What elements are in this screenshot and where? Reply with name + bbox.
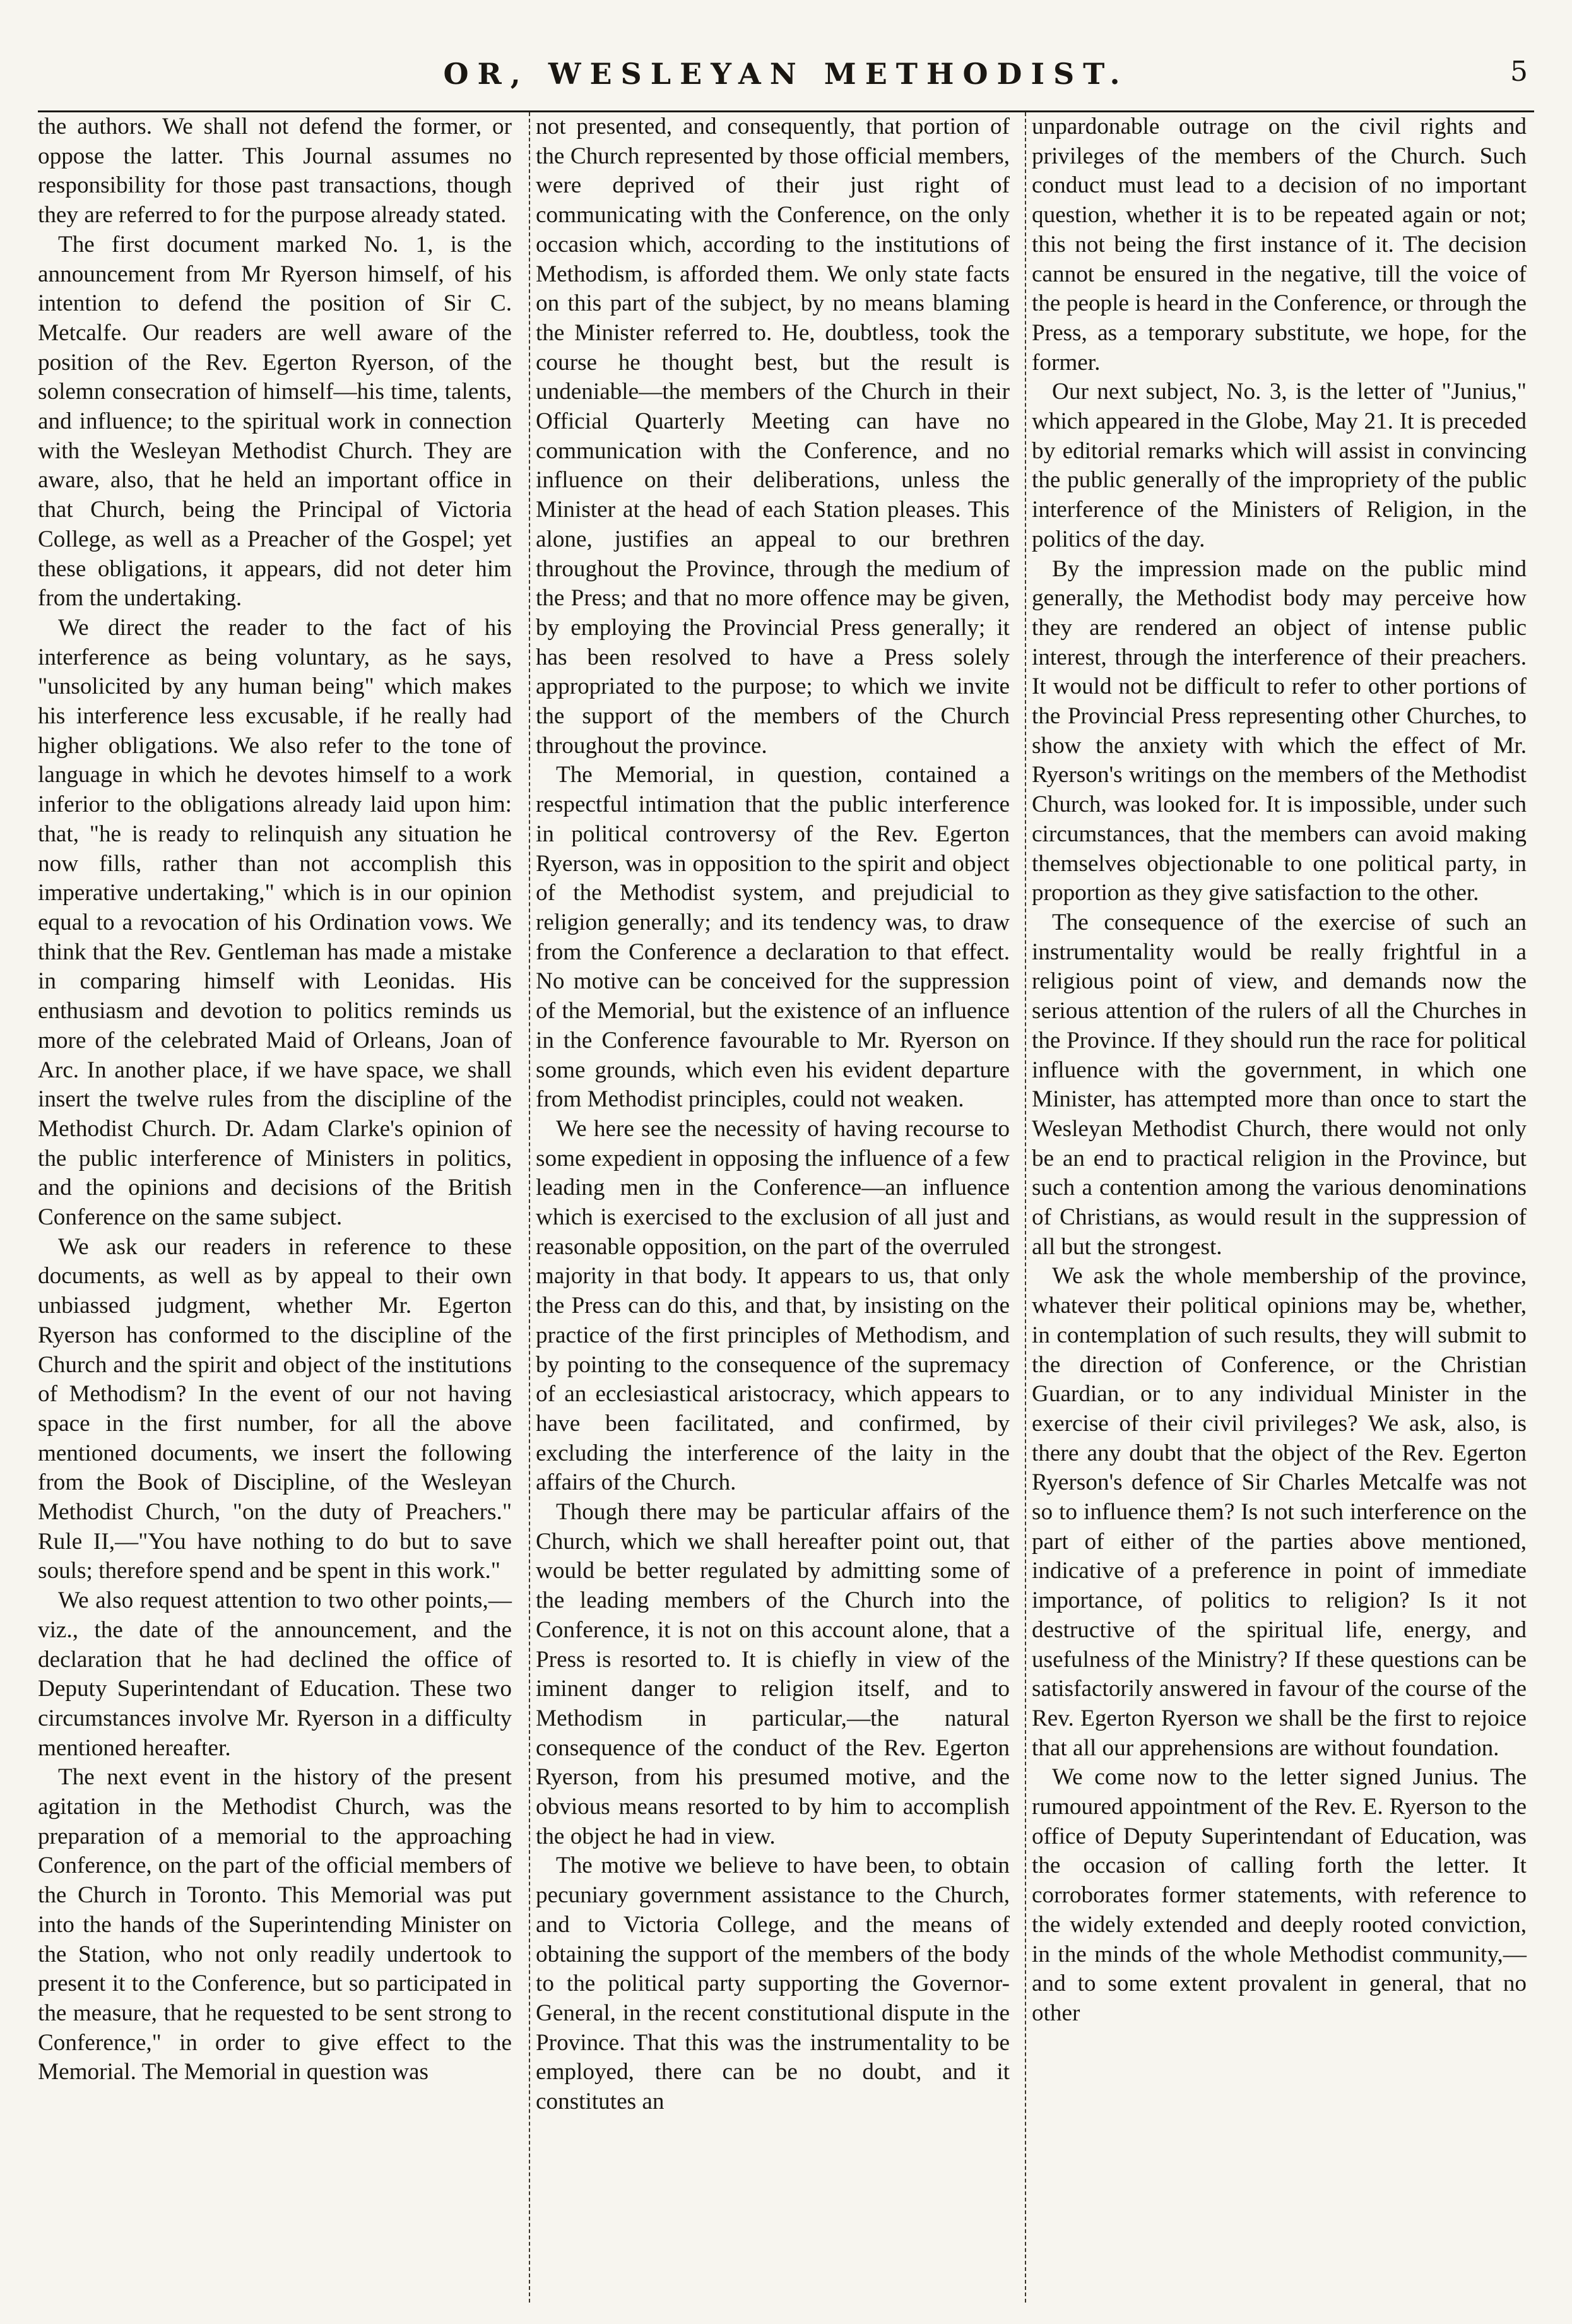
- paragraph: We come now to the letter signed Junius. The rumoured appointment of the Rev. E. Ryerson to the office of Deputy Superintendant of Education, was the occasion of calling forth the letter. It corroborates former statements, with reference to the widely extended and deeply rooted conviction, in the minds of the whole Methodist community,—and to some extent provalent in general, that no other: [1032, 1764, 1527, 2026]
- paragraph: The motive we believe to have been, to obtain pecuniary government assistance to the Church, and to Victoria College, and the means of obtaining the support of the members of the body to the political party supporting the Governor-General, in the recent constitutional dispute in the Province. That this was the instrumentality to be employed, there can be no doubt, and it constitutes an: [536, 1853, 1010, 2115]
- column-3: [1032, 112, 1530, 2303]
- running-head: [38, 50, 1534, 107]
- paragraph: We here see the necessity of having recourse to some expedient in opposing the influence of a few leading men in the Conference—an influence which is exercised to the exclusion of all just and reasonable opposition, on the part of the overruled majority in that body. It appears to us, that only the Press can do this, and that, by insisting on the practice of the first principles of Methodism, and by pointing to the consequence of the supremacy of an ecclesiastical aristocracy, which appears to have been facilitated, and confirmed, by excluding the interference of the laity in the affairs of the Church.: [536, 1115, 1010, 1496]
- column-divider: [529, 112, 530, 2303]
- paragraph: We also request attention to two other points,—viz., the date of the announcement, and the declaration that he had declined the office of Deputy Superintendant of Education. These two circumstances involve Mr. Ryerson in a difficulty mentioned hereafter.: [38, 1587, 512, 1761]
- column-1: [38, 112, 521, 2303]
- paragraph: the authors. We shall not defend the former, or oppose the latter. This Journal assumes no responsibility for those past transactions, though they are referred to for the purpose already stated.: [38, 114, 512, 228]
- paragraph: The Memorial, in question, contained a respectful intimation that the public interference in political controversy of the Rev. Egerton Ryerson, was in opposition to the spirit and object of the Methodist system, and prejudicial to religion generally; and its tendency was, to draw from the Conference a declaration to that effect. No motive can be conceived for the suppression of the Memorial, but the existence of an influence in the Conference favourable to Mr. Ryerson on some grounds, which even his evident departure from Methodist principles, could not weaken.: [536, 762, 1010, 1113]
- paragraph: We ask the whole membership of the province, whatever their political opinions may be, whether, in contemplation of such results, they will submit to the direction of Conference, or the Christian Guardian, or to any individual Minister in the exercise of their civil privileges? We ask, also, is there any doubt that the object of the Rev. Egerton Ryerson's defence of Sir Charles Metcalfe was not so to influence them? Is not such interference on the part of either of the parties above mentioned, indicative of a preference in point of immediate importance, of politics to religion? Is it not destructive of the spiritual life, energy, and usefulness of the Ministry? If these questions can be satisfactorily answered in favour of the course of the Rev. Egerton Ryerson we shall be the first to rejoice that all our apprehensions are without foundation.: [1032, 1263, 1527, 1761]
- column-2: [536, 112, 1019, 2303]
- running-title: OR, WESLEYAN METHODIST.: [443, 57, 1129, 91]
- paragraph: unpardonable outrage on the civil rights and privileges of the members of the Church. Such conduct must lead to a decision of no important question, whether it is to be repeated again or not; this not being the first instance of it. The decision cannot be ensured in the negative, till the voice of the people is heard in the Conference, or through the Press, as a temporary substitute, we hope, for the former.: [1032, 114, 1527, 376]
- paragraph: By the impression made on the public mind generally, the Methodist body may perceive how they are rendered an object of intense public interest, through the interference of their preachers. It would not be difficult to refer to other portions of the Provincial Press representing other Churches, to show the anxiety with which the effect of Mr. Ryerson's writings on the members of the Methodist Church, was looked for. It is impossible, under such circumstances, that the members can avoid making themselves objectionable to one political party, in proportion as they give satisfaction to the other.: [1032, 555, 1527, 906]
- paragraph: We ask our readers in reference to these documents, as well as by appeal to their own unbiassed judgment, whether Mr. Egerton Ryerson has conformed to the discipline of the Church and the spirit and object of the institutions of Methodism? In the event of our not having space in the first number, for all the above mentioned documents, we insert the following from the Book of Discipline, of the Wesleyan Methodist Church, "on the duty of Preachers." Rule II,—"You have nothing to do but to save souls; therefore spend and be spent in this work.": [38, 1233, 512, 1584]
- paragraph: not presented, and consequently, that portion of the Church represented by those official members, were deprived of their just right of communicating with the Conference, on the only occasion which, according to the institutions of Methodism, is afforded them. We only state facts on this part of the subject, by no means blaming the Minister referred to. He, doubtless, took the course he thought best, but the result is undeniable—the members of the Church in their Official Quarterly Meeting can have no communication with the Conference, and no influence on their deliberations, unless the Minister at the head of each Station pleases. This alone, justifies an appeal to our brethren throughout the Province, through the medium of the Press; and that no more offence may be given, by employing the Provincial Press generally; it has been resolved to have a Press solely appropriated to the purpose; to which we invite the support of the members of the Church throughout the province.: [536, 114, 1010, 759]
- paragraph: The consequence of the exercise of such an instrumentality would be really frightful in a religious point of view, and demands now the serious attention of the rulers of all the Churches in the Province. If they should run the race for political influence with the government, in which one Minister, has attempted more than once to start the Wesleyan Methodist Church, there would not only be an end to practical religion in the Province, but such a contention among the various denominations of Christians, as would result in the suppression of all but the strongest.: [1032, 909, 1527, 1260]
- column-divider: [1025, 112, 1026, 2303]
- paragraph: We direct the reader to the fact of his interference as being voluntary, as he says, "unsolicited by any human being" which makes his interference less excusable, if he really had higher obligations. We also refer to the tone of language in which he devotes himself to a work inferior to the obligations already laid upon him: that, "he is ready to relinquish any situation he now fills, rather than not accomplish this imperative undertaking," which is in our opinion equal to a revocation of his Ordination vows. We think that the Rev. Gentleman has made a mistake in comparing himself with Leonidas. His enthusiasm and devotion to politics reminds us more of the celebrated Maid of Orleans, Joan of Arc. In another place, if we have space, we shall insert the twelve rules from the discipline of the Methodist Church. Dr. Adam Clarke's opinion of the public interference of Ministers in politics, and the opinions and decisions of the British Conference on the same subject.: [38, 614, 512, 1231]
- paragraph: The first document marked No. 1, is the announcement from Mr Ryerson himself, of his intention to defend the position of Sir C. Metcalfe. Our readers are well aware of the position of the Rev. Egerton Ryerson, of the solemn consecration of himself—his time, talents, and influence; to the spiritual work in connection with the Wesleyan Methodist Church. They are aware, also, that he held an important office in that Church, being the Principal of Victoria College, as well as a Preacher of the Gospel; yet these obligations, it appears, did not deter him from the undertaking.: [38, 231, 512, 612]
- page-number: 5: [1510, 56, 1528, 88]
- paragraph: The next event in the history of the present agitation in the Methodist Church, was the preparation of a memorial to the approaching Conference, on the part of the official members of the Church in Toronto. This Memorial was put into the hands of the Superintending Minister on the Station, who not only readily undertook to present it to the Conference, but so participated in the measure, that he requested to be sent strong to Conference," in order to give effect to the Memorial. The Memorial in question was: [38, 1764, 512, 2085]
- paragraph: Our next subject, No. 3, is the letter of "Junius," which appeared in the Globe, May 21. It is preceded by editorial remarks which will assist in convincing the public generally of the impropriety of the public interference of the Ministers of Religion, in the politics of the day.: [1032, 379, 1527, 552]
- paragraph: Though there may be particular affairs of the Church, which we shall hereafter point out, that would be better regulated by admitting some of the leading members of the Church into the Conference, it is not on this account alone, that a Press is resorted to. It is chiefly in view of the iminent danger to religion itself, and to Methodism in particular,—the natural consequence of the conduct of the Rev. Egerton Ryerson, from his presumed motive, and the obvious means resorted to by him to accomplish the object he had in view.: [536, 1499, 1010, 1849]
